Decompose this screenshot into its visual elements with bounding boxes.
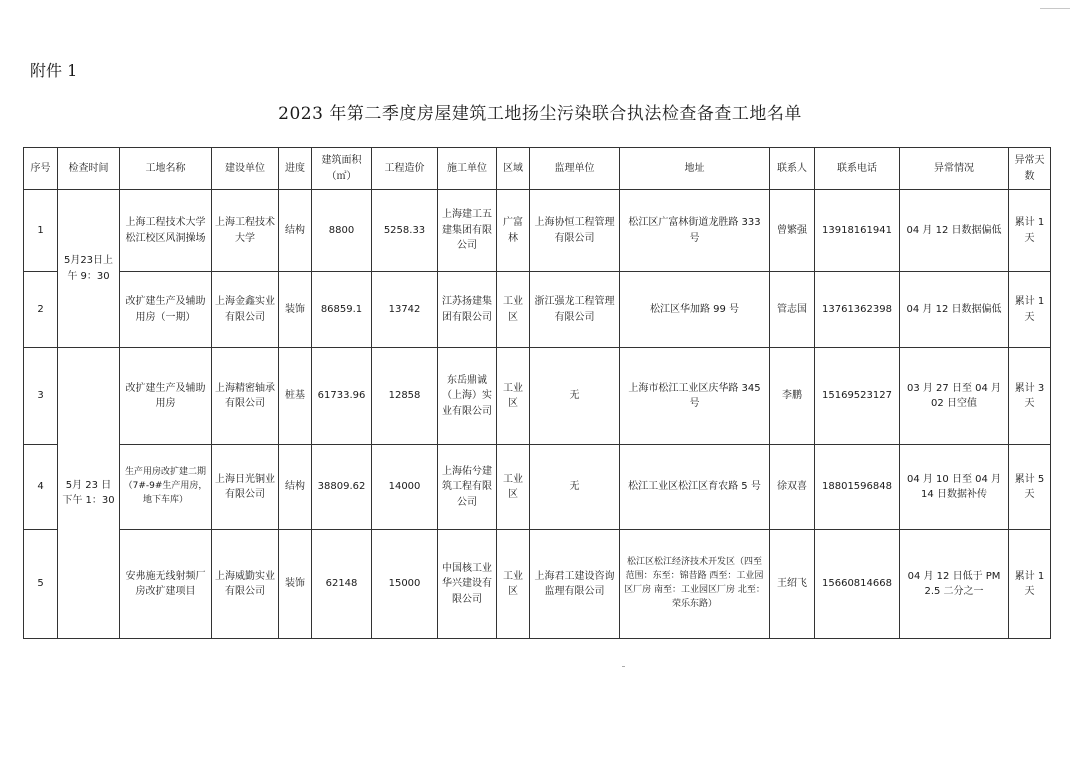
table-row: [24, 348, 1051, 445]
cell-builder: 上海工程技术大学: [212, 190, 279, 272]
cell-progress: 桩基: [279, 348, 312, 445]
table-row: [24, 272, 1051, 348]
cell-contact: 曾繁强: [770, 190, 815, 272]
cell-builder: 上海金鑫实业有限公司: [212, 272, 279, 348]
cell-seq: 5: [24, 530, 58, 639]
cell-district: 工业区: [497, 530, 530, 639]
cell-phone: 13918161941: [815, 190, 900, 272]
table-row: [24, 190, 1051, 272]
cell-anomaly-days: 累计 3 天: [1009, 348, 1051, 445]
cell-address: 松江区广富林街道龙胜路 333 号: [620, 190, 770, 272]
cell-address: 松江区华加路 99 号: [620, 272, 770, 348]
header-anomaly: 异常情况: [900, 148, 1009, 190]
cell-contractor: 东岳鼎诚（上海）实业有限公司: [438, 348, 497, 445]
cell-district: 工业区: [497, 445, 530, 530]
cell-site-name: 生产用房改扩建二期（7#-9#生产用房，地下车库）: [120, 445, 212, 530]
header-contact: 联系人: [770, 148, 815, 190]
cell-anomaly: 03 月 27 日至 04 月 02 日空值: [900, 348, 1009, 445]
header-area: 建筑面积（㎡）: [312, 148, 372, 190]
cell-supervisor: 上海协恒工程管理有限公司: [530, 190, 620, 272]
cell-cost: 5258.33: [372, 190, 438, 272]
table-row: [24, 530, 1051, 639]
cell-site-name: 安弗施无线射频厂房改扩建项目: [120, 530, 212, 639]
cell-anomaly: 04 月 12 日低于 PM2.5 二分之一: [900, 530, 1009, 639]
cell-anomaly-days: 累计 1 天: [1009, 530, 1051, 639]
header-progress: 进度: [279, 148, 312, 190]
table-row: [24, 445, 1051, 530]
cell-contractor: 上海佑兮建筑工程有限公司: [438, 445, 497, 530]
cell-supervisor: 无: [530, 348, 620, 445]
cell-contractor: 中国核工业华兴建设有限公司: [438, 530, 497, 639]
table-header-row: [24, 148, 1051, 190]
cell-seq: 2: [24, 272, 58, 348]
cell-address: 松江区松江经济技术开发区（四至范围：东至：锦昔路 西至：工业园区厂房 南至：工业园区厂房 北至：荣乐东路）: [620, 530, 770, 639]
cell-contractor: 江苏扬建集团有限公司: [438, 272, 497, 348]
cell-seq: 3: [24, 348, 58, 445]
header-district: 区域: [497, 148, 530, 190]
cell-anomaly: 04 月 12 日数据偏低: [900, 272, 1009, 348]
cell-area: 62148: [312, 530, 372, 639]
header-builder: 建设单位: [212, 148, 279, 190]
cell-area: 86859.1: [312, 272, 372, 348]
inspection-table: [23, 147, 1051, 639]
cell-anomaly: 04 月 12 日数据偏低: [900, 190, 1009, 272]
header-address: 地址: [620, 148, 770, 190]
cell-cost: 12858: [372, 348, 438, 445]
document-title: 2023 年第二季度房屋建筑工地扬尘污染联合执法检查备查工地名单: [278, 104, 802, 124]
cell-progress: 装饰: [279, 530, 312, 639]
attachment-label: 附件 1: [30, 61, 78, 80]
cell-progress: 结构: [279, 445, 312, 530]
cell-phone: 15660814668: [815, 530, 900, 639]
cell-cost: 14000: [372, 445, 438, 530]
cell-contact: 管志国: [770, 272, 815, 348]
cell-district: 广富林: [497, 190, 530, 272]
cell-contact: 王绍飞: [770, 530, 815, 639]
header-site-name: 工地名称: [120, 148, 212, 190]
cell-cost: 13742: [372, 272, 438, 348]
cell-anomaly: 04 月 10 日至 04 月 14 日数据补传: [900, 445, 1009, 530]
cell-check-time: 5月23日上午 9：30: [58, 190, 120, 348]
cell-address: 松江工业区松江区育农路 5 号: [620, 445, 770, 530]
cell-supervisor: 上海君工建设咨询监理有限公司: [530, 530, 620, 639]
cell-site-name: 上海工程技术大学松江校区风洞操场: [120, 190, 212, 272]
header-supervisor: 监理单位: [530, 148, 620, 190]
cell-cost: 15000: [372, 530, 438, 639]
cell-area: 8800: [312, 190, 372, 272]
cell-contractor: 上海建工五建集团有限公司: [438, 190, 497, 272]
cell-anomaly-days: 累计 1 天: [1009, 190, 1051, 272]
cell-progress: 结构: [279, 190, 312, 272]
cell-supervisor: 浙江强龙工程管理有限公司: [530, 272, 620, 348]
header-phone: 联系电话: [815, 148, 900, 190]
cell-progress: 装饰: [279, 272, 312, 348]
cell-district: 工业区: [497, 348, 530, 445]
scan-artifact-line: [1040, 8, 1070, 9]
header-contractor: 施工单位: [438, 148, 497, 190]
cell-phone: 18801596848: [815, 445, 900, 530]
cell-phone: 15169523127: [815, 348, 900, 445]
header-check-time: 检查时间: [58, 148, 120, 190]
cell-phone: 13761362398: [815, 272, 900, 348]
header-anomaly-days: 异常天数: [1009, 148, 1051, 190]
cell-contact: 李鹏: [770, 348, 815, 445]
cell-check-time: 5月 23 日下午 1：30: [58, 348, 120, 639]
cell-seq: 4: [24, 445, 58, 530]
cell-area: 61733.96: [312, 348, 372, 445]
cell-address: 上海市松江工业区庆华路 345 号: [620, 348, 770, 445]
scan-dust-mark: [622, 666, 625, 667]
cell-contact: 徐双喜: [770, 445, 815, 530]
cell-builder: 上海日光铜业有限公司: [212, 445, 279, 530]
header-seq: 序号: [24, 148, 58, 190]
header-cost: 工程造价: [372, 148, 438, 190]
cell-site-name: 改扩建生产及辅助用房（一期）: [120, 272, 212, 348]
cell-site-name: 改扩建生产及辅助用房: [120, 348, 212, 445]
cell-anomaly-days: 累计 5 天: [1009, 445, 1051, 530]
cell-area: 38809.62: [312, 445, 372, 530]
cell-seq: 1: [24, 190, 58, 272]
cell-builder: 上海威勤实业有限公司: [212, 530, 279, 639]
cell-builder: 上海精密轴承有限公司: [212, 348, 279, 445]
cell-anomaly-days: 累计 1 天: [1009, 272, 1051, 348]
cell-supervisor: 无: [530, 445, 620, 530]
cell-district: 工业区: [497, 272, 530, 348]
